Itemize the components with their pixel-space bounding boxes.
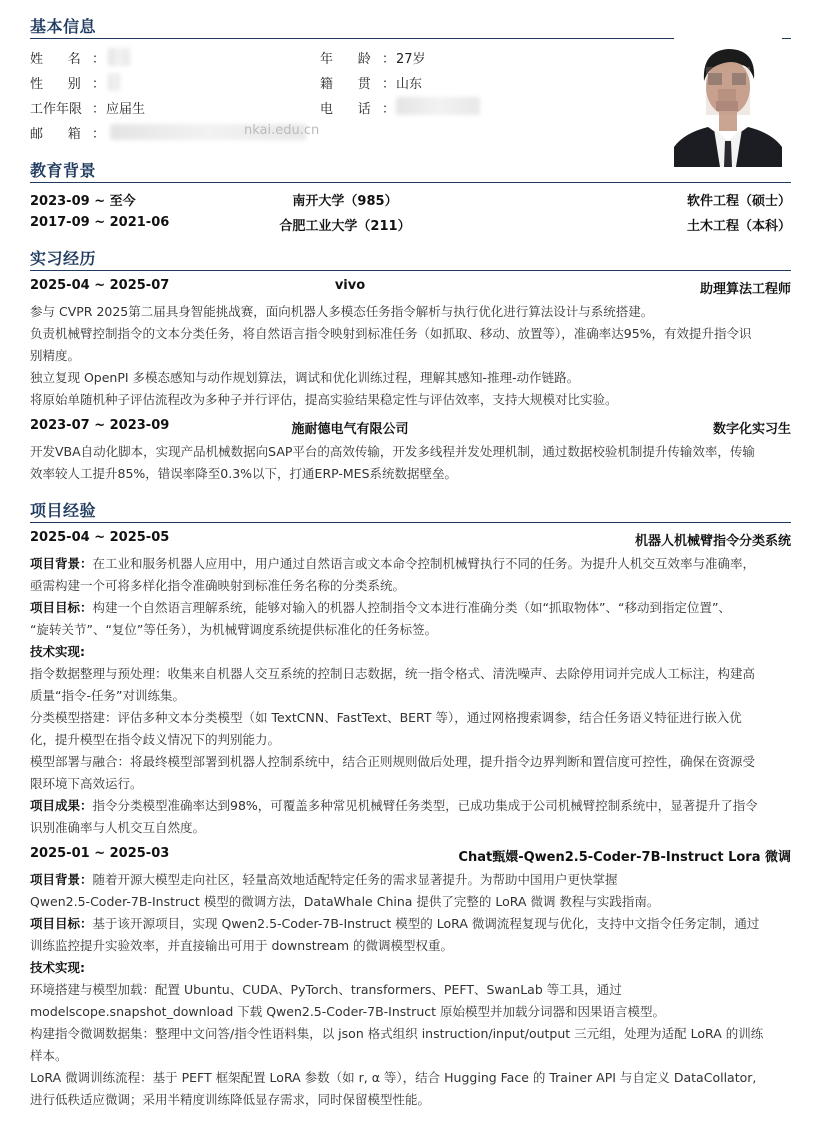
project-background-text: Qwen2.5-Coder-7B-Instruct 模型的微调方法，DataWhale China 提供了完整的 LoRA 微调 教程与实践指南。: [30, 894, 660, 909]
project-goal-text: “旋转关节”、“复位”等任务），为机械臂调度系统提供标准化的任务标签。: [30, 622, 438, 637]
avatar-portrait: [674, 37, 782, 167]
colon: ：: [92, 127, 106, 142]
project-header: [30, 530, 791, 548]
description-line: 效率较人工提升85%，错误率降至0.3%以下，打通ERP-MES系统数据壁垒。: [30, 466, 458, 481]
colon: ：: [382, 52, 396, 67]
internship-company: 施耐德电气有限公司: [291, 422, 409, 437]
native-label: 籍 贯: [320, 77, 371, 92]
internship-period: 2025-04 ~ 2025-07: [30, 278, 170, 293]
tech-line: 分类模型搭建：评估多种文本分类模型（如 TextCNN、FastText、BERT 等），通过网格搜索调参，结合任务语义特征进行嵌入优: [30, 710, 742, 725]
internship-company: vivo: [334, 278, 366, 293]
age-label: 年 龄: [320, 52, 371, 67]
tech-line: 质量“指令-任务”对训练集。: [30, 688, 185, 703]
description-line: 别精度。: [30, 348, 81, 363]
tech-line: 指令数据整理与预处理：收集来自机器人交互系统的控制日志数据，统一指令格式、清洗噪声、去除停用词并完成人工标注，构建高: [30, 666, 756, 681]
profile-photo: [674, 37, 782, 167]
age-value: 27岁: [396, 52, 426, 67]
colon: ：: [382, 102, 396, 117]
project-tech-label: 技术实现:: [30, 960, 85, 975]
redacted-gender: [108, 73, 120, 91]
education-period: 2023-09 ~ 至今: [30, 194, 136, 209]
internship-period: 2023-07 ~ 2023-09: [30, 418, 170, 433]
description-line: 将原始单随机种子评估流程改为多种子并行评估，提高实验结果稳定性与评估效率，支持大规模对比实验。: [30, 392, 618, 407]
project-background-text: 在工业和服务机器人应用中，用户通过自然语言或文本命令控制机械臂执行不同的任务。为提升人机交互效率与准确率，: [92, 556, 756, 571]
project-period: 2025-01 ~ 2025-03: [30, 846, 170, 861]
tech-line: modelscope.snapshot_download 下载 Qwen2.5-Coder-7B-Instruct 原始模型并加载分词器和因果语言模型。: [30, 1004, 665, 1019]
project-period: 2025-04 ~ 2025-05: [30, 530, 170, 545]
project-tech-label: 技术实现:: [30, 644, 85, 659]
section-divider: [30, 270, 791, 271]
project-goal-label: 项目目标：: [30, 916, 93, 931]
native-value: 山东: [396, 77, 423, 92]
colon: ：: [382, 77, 396, 92]
internship-header: [30, 418, 791, 436]
internship-role: 数字化实习生: [712, 422, 791, 437]
tech-line: 构建指令微调数据集：整理中文问答/指令性语料集，以 json 格式组织 instruction/input/output 三元组，处理为适配 LoRA 的训练: [30, 1026, 764, 1041]
internship-header: [30, 278, 791, 296]
education-major: 软件工程（硕士）: [686, 194, 791, 209]
email-domain: nkai.edu.cn: [244, 123, 320, 138]
education-row: [30, 190, 791, 208]
project-result-label: 项目成果：: [30, 798, 93, 813]
project-header: [30, 846, 791, 864]
project-background-text: 随着开源大模型走向社区，轻量高效地适配特定任务的需求显著提升。为帮助中国用户更快掌握: [92, 872, 618, 887]
colon: ：: [92, 102, 106, 117]
tech-line: 限环境下高效运行。: [30, 776, 143, 791]
project-goal-text: 训练监控提升实验效率，并直接输出可用于 downstream 的微调模型权重。: [30, 938, 453, 953]
project-goal-text: 构建一个自然语言理解系统，能够对输入的机器人控制指令文本进行准确分类（如“抓取物体”、“移动到指定位置”、: [92, 600, 731, 615]
internship-description: [30, 441, 792, 485]
section-title-basic: 基本信息: [30, 17, 97, 36]
description-line: 负责机械臂控制指令的文本分类任务，将自然语言指令映射到标准任务（如抓取、移动、放置等），准确率达95%，有效提升指令识: [30, 326, 752, 341]
project-background-label: 项目背景：: [30, 556, 93, 571]
project-goal-text: 基于该开源项目，实现 Qwen2.5-Coder-7B-Instruct 模型的 LoRA 微调流程复现与优化，支持中文指令任务定制，通过: [92, 916, 760, 931]
redacted-phone: [396, 97, 480, 115]
project-description: [30, 553, 792, 839]
project-result-text: 识别准确率与人机交互自然度。: [30, 820, 206, 835]
education-row: [30, 215, 791, 233]
years-value: 应届生: [106, 102, 146, 117]
colon: ：: [92, 52, 106, 67]
section-title-education: 教育背景: [30, 161, 97, 180]
redacted-name: [108, 48, 130, 66]
tech-line: 模型部署与融合：将最终模型部署到机器人控制系统中，结合正则规则做后处理，提升指令边界判断和置信度可控性，确保在资源受: [30, 754, 756, 769]
project-goal-label: 项目目标：: [30, 600, 93, 615]
section-divider: [30, 522, 791, 523]
gender-label: 性 别: [30, 77, 81, 92]
education-major: 土木工程（本科）: [686, 219, 791, 234]
description-line: 独立复现 OpenPI 多模态感知与动作规划算法，调试和优化训练过程，理解其感知-推理-动作链路。: [30, 370, 580, 385]
phone-label: 电 话: [320, 102, 371, 117]
project-description: [30, 869, 792, 1111]
colon: ：: [92, 77, 106, 92]
project-background-text: 亟需构建一个可将多样化指令准确映射到标准任务名称的分类系统。: [30, 578, 406, 593]
project-background-label: 项目背景：: [30, 872, 93, 887]
project-result-text: 指令分类模型准确率达到98%，可覆盖多种常见机械臂任务类型，已成功集成于公司机械臂控制系统中，显著提升了指令: [92, 798, 758, 813]
section-divider: [30, 182, 791, 183]
years-label: 工作年限: [30, 102, 83, 117]
section-title-internship: 实习经历: [30, 249, 97, 268]
education-school: 南开大学（985）: [292, 194, 398, 209]
description-line: 开发VBA自动化脚本，实现产品机械数据向SAP平台的高效传输，开发多线程并发处理机制，通过数据校验机制提升传输效率，传输: [30, 444, 755, 459]
internship-description: [30, 301, 792, 411]
tech-line: 环境搭建与模型加载：配置 Ubuntu、CUDA、PyTorch、transformers、PEFT、SwanLab 等工具，通过: [30, 982, 622, 997]
section-title-project: 项目经验: [30, 501, 97, 520]
internship-role: 助理算法工程师: [699, 282, 791, 297]
tech-line: LoRA 微调训练流程：基于 PEFT 框架配置 LoRA 参数（如 r, α 等），结合 Hugging Face 的 Trainer API 与自定义 DataCollator,: [30, 1070, 757, 1085]
project-title: Chat甄嬛-Qwen2.5-Coder-7B-Instruct Lora 微调: [458, 850, 791, 865]
name-label: 姓 名: [30, 52, 81, 67]
education-period: 2017-09 ~ 2021-06: [30, 215, 170, 230]
tech-line: 进行低秩适应微调；采用半精度训练降低显存需求，同时保留模型性能。: [30, 1092, 431, 1107]
description-line: 参与 CVPR 2025第二届具身智能挑战赛，面向机器人多模态任务指令解析与执行优化进行算法设计与系统搭建。: [30, 304, 654, 319]
education-school: 合肥工业大学（211）: [279, 219, 411, 234]
tech-line: 样本。: [30, 1048, 68, 1063]
email-label: 邮 箱: [30, 127, 81, 142]
project-title: 机器人机械臂指令分类系统: [634, 534, 791, 549]
tech-line: 化，提升模型在指令歧义情况下的判别能力。: [30, 732, 281, 747]
